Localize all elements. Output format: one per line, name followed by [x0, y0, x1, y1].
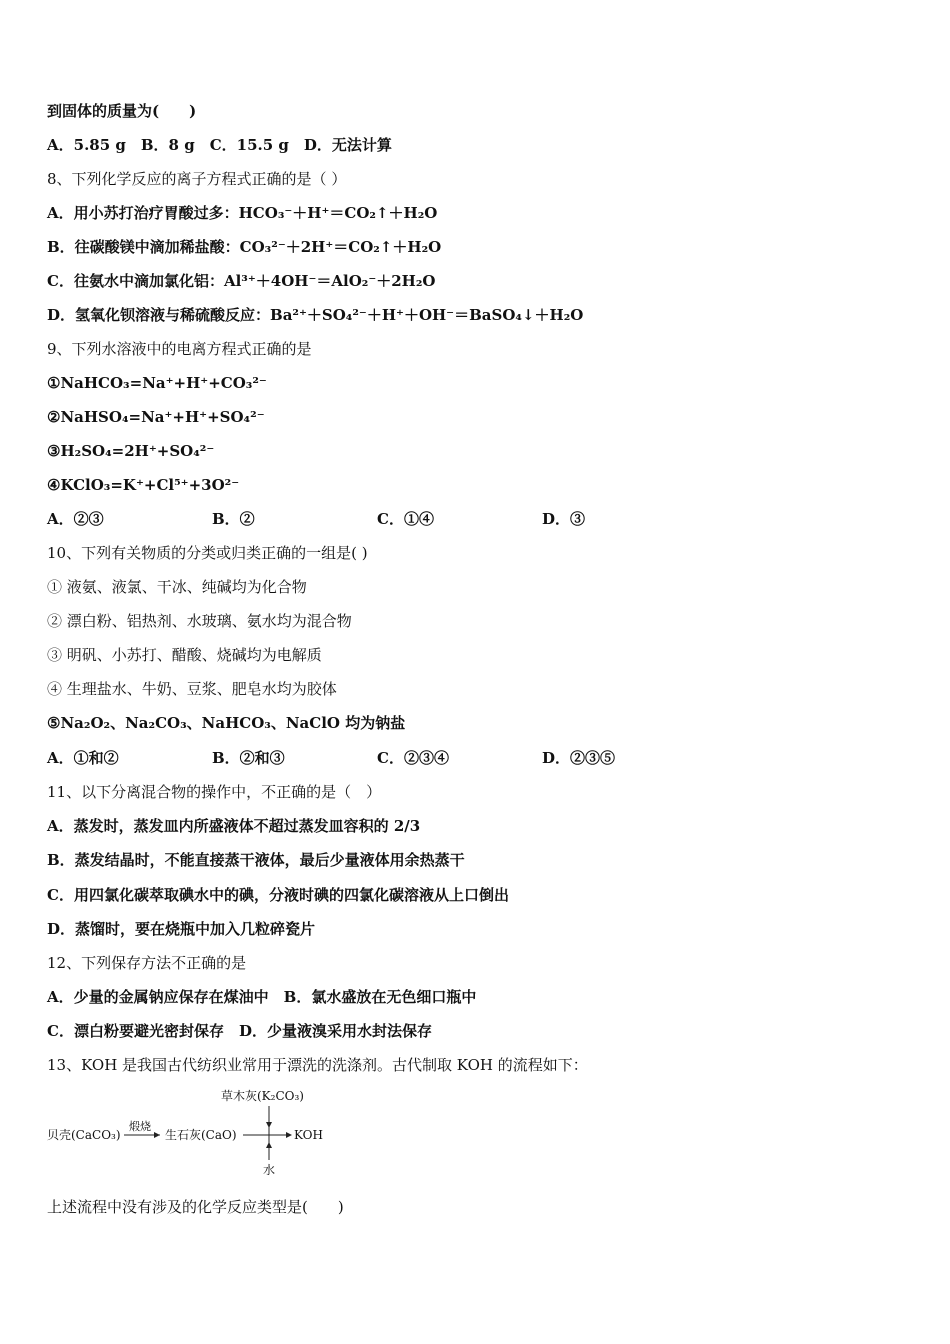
q10-option-d: D．②③⑤	[542, 749, 616, 767]
q9-option-a: A．②③	[47, 510, 104, 528]
q8-option-b: B．往碳酸镁中滴加稀盐酸：CO₃²⁻＋2H⁺＝CO₂↑＋H₂O	[47, 238, 442, 256]
flow-middle-quicklime: 生石灰(CaO)	[165, 1128, 237, 1142]
q10-stem: 10、下列有关物质的分类或归类正确的一组是( )	[47, 544, 368, 562]
q10-option-b: B．②和③	[212, 749, 285, 767]
q10-option-c: C．②③④	[377, 749, 449, 767]
q11-stem: 11、以下分离混合物的操作中，不正确的是（ ）	[47, 783, 382, 801]
flow-arrow-label-calcination: 煅烧	[129, 1120, 151, 1133]
q10-item-2: ② 漂白粉、铝热剂、水玻璃、氨水均为混合物	[47, 612, 352, 630]
flow-bottom-water: 水	[263, 1163, 276, 1177]
q10-option-a: A．①和②	[47, 749, 119, 767]
q11-option-c: C．用四氯化碳萃取碘水中的碘，分液时碘的四氯化碳溶液从上口倒出	[47, 886, 509, 904]
q10-item-4: ④ 生理盐水、牛奶、豆浆、肥皂水均为胶体	[47, 680, 337, 698]
q9-item-2: ②NaHSO₄=Na⁺+H⁺+SO₄²⁻	[47, 408, 265, 426]
q8-option-a: A．用小苏打治疗胃酸过多：HCO₃⁻＋H⁺＝CO₂↑＋H₂O	[47, 204, 438, 222]
q9-item-3: ③H₂SO₄=2H⁺+SO₄²⁻	[47, 442, 215, 460]
flow-top-plant-ash: 草木灰(K₂CO₃)	[221, 1089, 304, 1103]
q13-question: 上述流程中没有涉及的化学反应类型是( )	[47, 1198, 344, 1216]
flow-product-koh: KOH	[294, 1128, 323, 1142]
q11-option-d: D．蒸馏时，要在烧瓶中加入几粒碎瓷片	[47, 920, 316, 938]
q10-item-5: ⑤Na₂O₂、Na₂CO₃、NaHCO₃、NaClO 均为钠盐	[47, 714, 406, 732]
q7-options: A．5.85 g B．8 g C．15.5 g D．无法计算	[47, 136, 392, 154]
calcination-arrow-head	[154, 1132, 160, 1138]
product-arrow-head	[286, 1132, 292, 1138]
bottom-arrow-head	[266, 1142, 272, 1148]
q13-stem: 13、KOH 是我国古代纺织业常用于漂洗的洗涤剂。古代制取 KOH 的流程如下：	[47, 1056, 588, 1074]
q10-item-1: ① 液氨、液氯、干冰、纯碱均为化合物	[47, 578, 307, 596]
q12-stem: 12、下列保存方法不正确的是	[47, 954, 247, 972]
top-arrow-head	[266, 1122, 272, 1128]
q9-option-b: B．②	[212, 510, 255, 528]
q8-option-d: D．氢氧化钡溶液与稀硫酸反应：Ba²⁺＋SO₄²⁻＋H⁺＋OH⁻＝BaSO₄↓＋H₂O	[47, 306, 584, 324]
q9-stem: 9、下列水溶液中的电离方程式正确的是	[47, 340, 312, 358]
q7-continuation: 到固体的质量为( )	[47, 102, 197, 120]
q12-options-ab: A．少量的金属钠应保存在煤油中 B．氯水盛放在无色细口瓶中	[47, 988, 477, 1006]
q8-option-c: C．往氨水中滴加氯化铝：Al³⁺＋4OH⁻＝AlO₂⁻＋2H₂O	[47, 272, 436, 290]
q9-item-1: ①NaHCO₃=Na⁺+H⁺+CO₃²⁻	[47, 374, 267, 392]
q10-item-3: ③ 明矾、小苏打、醋酸、烧碱均为电解质	[47, 646, 322, 664]
q8-stem: 8、下列化学反应的离子方程式正确的是（ ）	[47, 170, 347, 188]
q9-item-4: ④KClO₃=K⁺+Cl⁵⁺+3O²⁻	[47, 476, 240, 494]
q11-option-b: B．蒸发结晶时，不能直接蒸干液体，最后少量液体用余热蒸干	[47, 851, 465, 869]
q11-option-a: A．蒸发时，蒸发皿内所盛液体不超过蒸发皿容积的 2/3	[47, 817, 421, 835]
q12-options-cd: C．漂白粉要避光密封保存 D．少量液溴采用水封法保存	[47, 1022, 432, 1040]
q9-option-d: D．③	[542, 510, 586, 528]
q9-option-c: C．①④	[377, 510, 434, 528]
flow-start-shells: 贝壳(CaCO₃)	[47, 1128, 121, 1142]
